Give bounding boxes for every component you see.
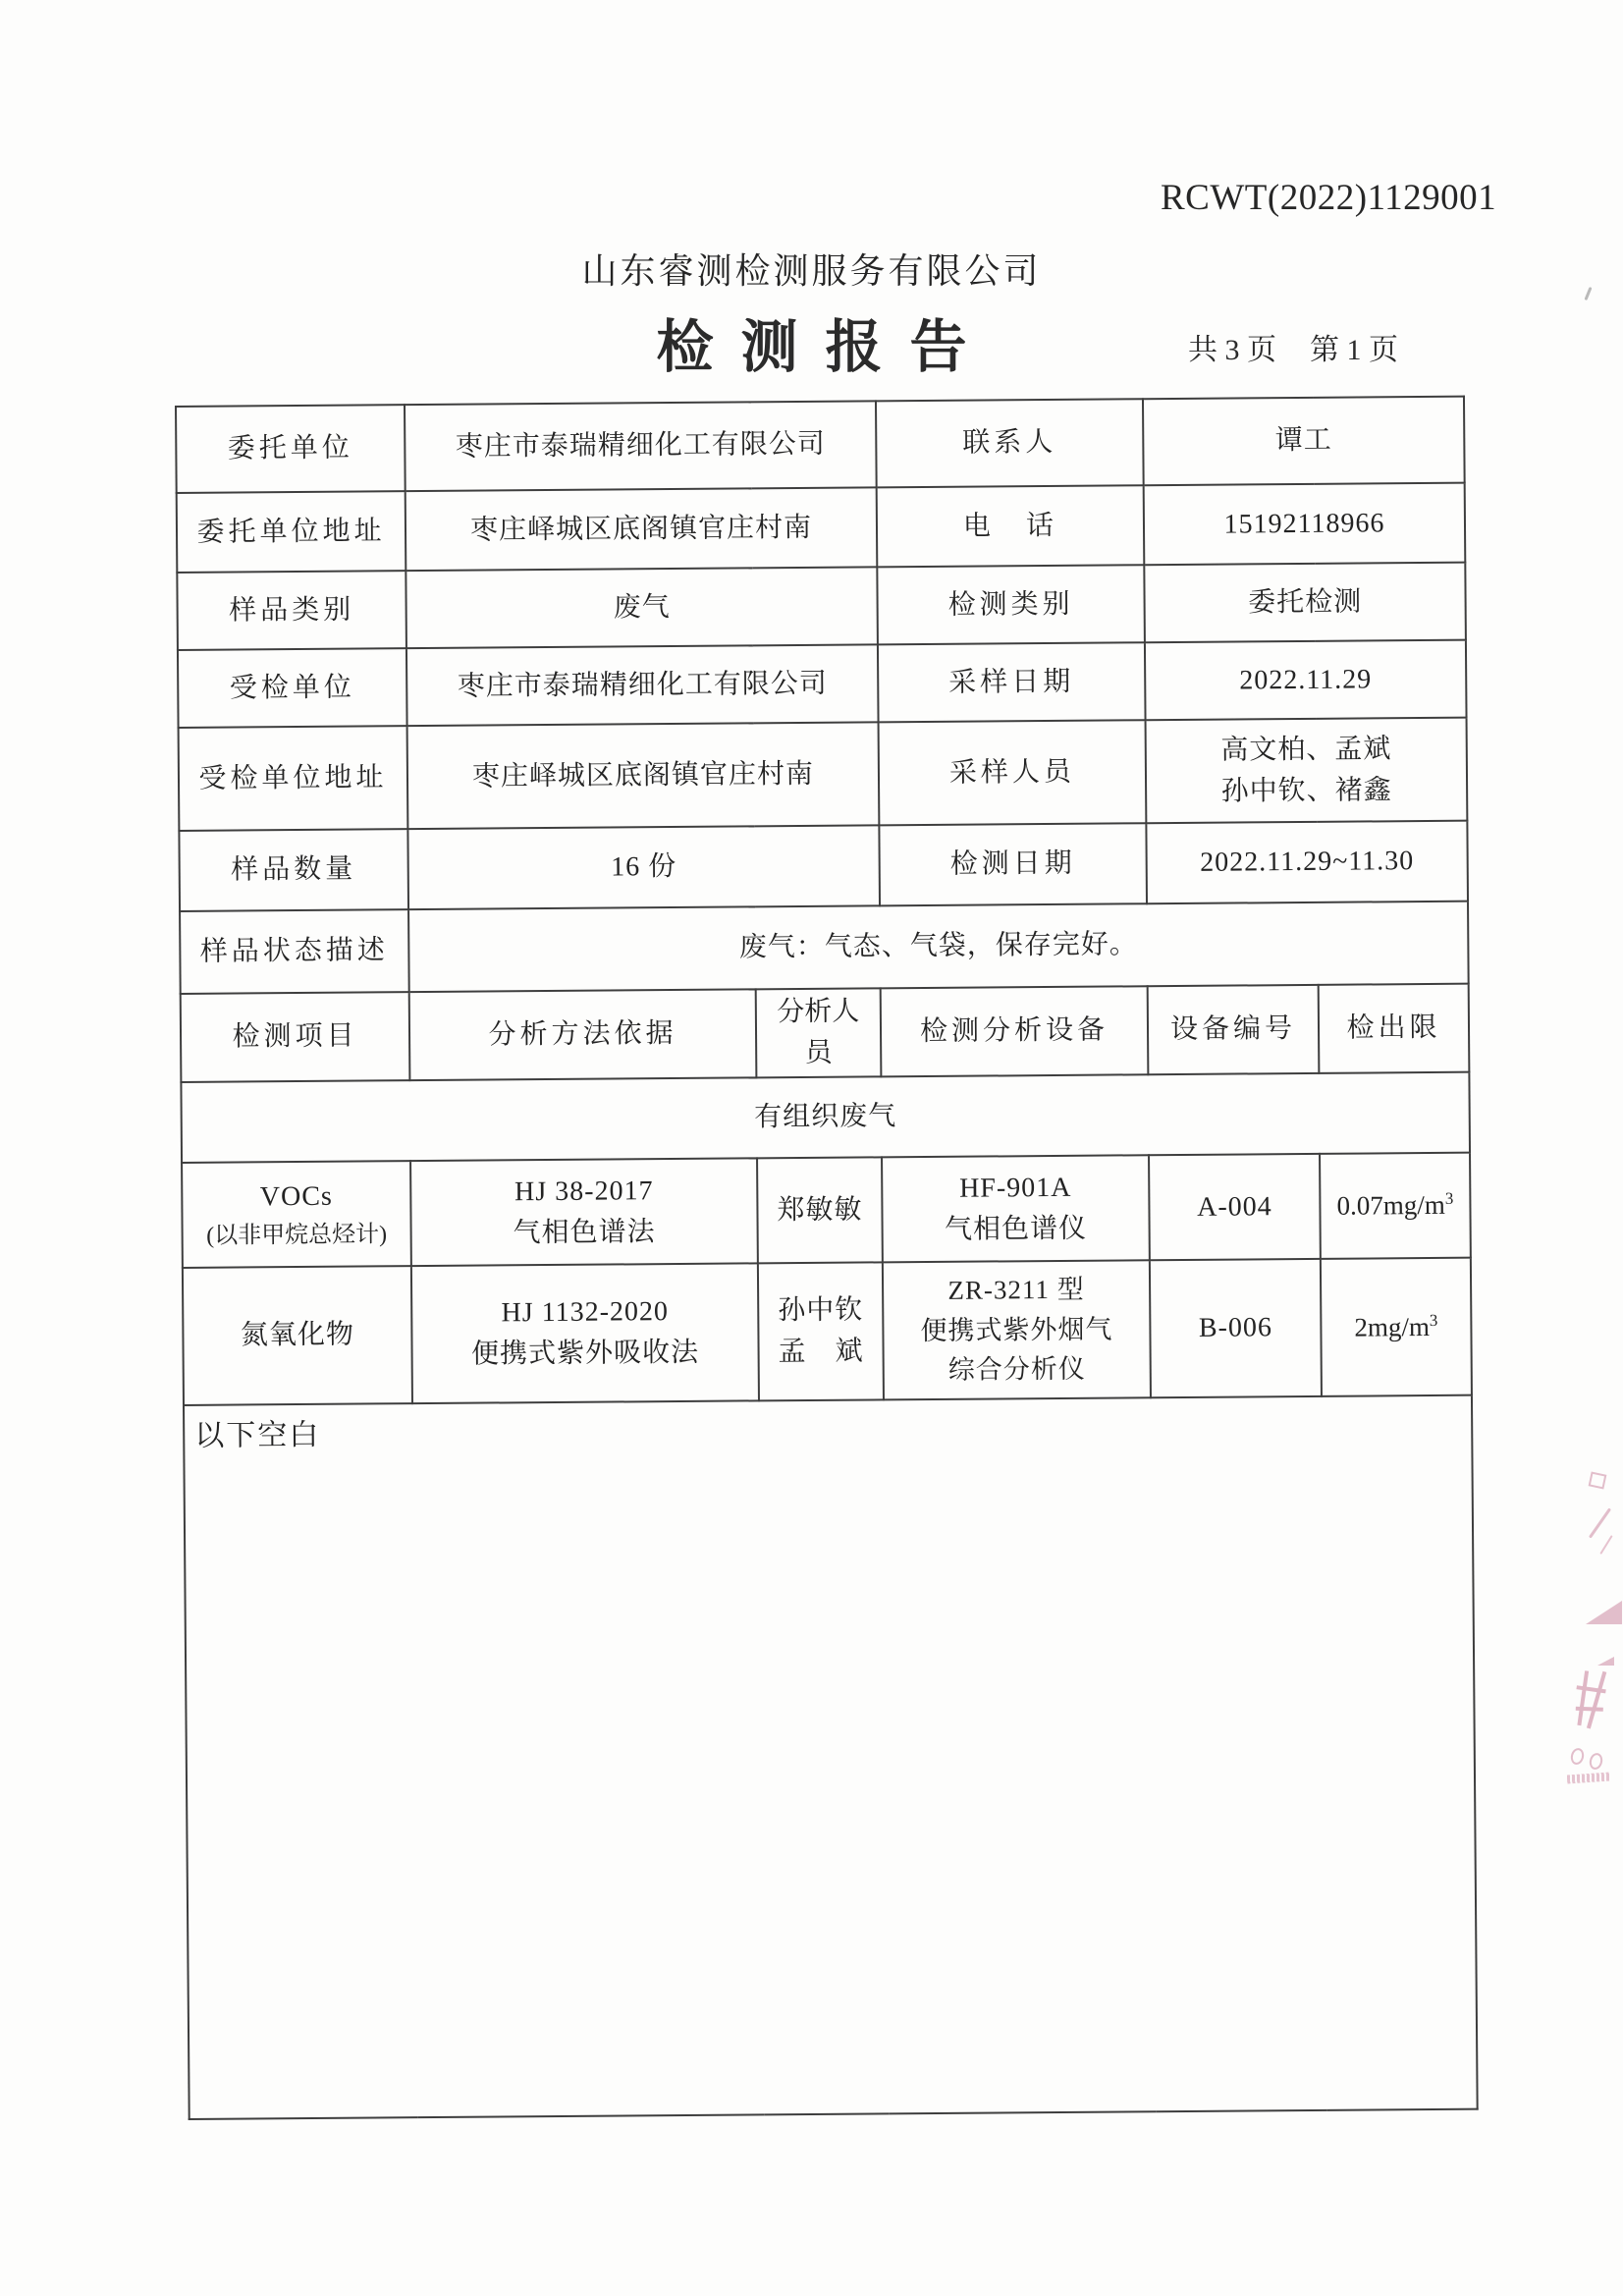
cell-value: 枣庄峄城区底阁镇官庄村南 bbox=[407, 722, 880, 829]
cell-label: 受检单位地址 bbox=[179, 726, 408, 831]
col-header-equipment-no: 设备编号 bbox=[1148, 985, 1320, 1074]
equipment-no-cell: B-006 bbox=[1150, 1259, 1322, 1397]
analysis-row-vocs bbox=[182, 1153, 1471, 1268]
blank-below-note: 以下空白 bbox=[184, 1395, 1478, 2119]
cell-label: 受检单位 bbox=[178, 648, 407, 728]
equipment-model: HF-901A bbox=[959, 1172, 1072, 1204]
cell-label: 联系人 bbox=[876, 399, 1144, 487]
detection-limit-cell bbox=[1321, 1258, 1472, 1396]
cell-label: 检测日期 bbox=[879, 823, 1147, 905]
item-cell: 氮氧化物 bbox=[183, 1266, 412, 1405]
col-header-method: 分析方法依据 bbox=[409, 989, 757, 1080]
equipment-no-cell: A-004 bbox=[1149, 1154, 1321, 1260]
detection-limit-cell bbox=[1320, 1153, 1471, 1259]
sampler-names-line1: 高文柏、孟斌 bbox=[1220, 733, 1392, 766]
info-row-sample-count bbox=[179, 821, 1468, 911]
stamp-fragment-triangle bbox=[1586, 1601, 1622, 1624]
analyst-cell: 郑敏敏 bbox=[757, 1157, 883, 1263]
method-standard: HJ 38-2017 bbox=[514, 1175, 654, 1207]
cell-value: 枣庄市泰瑞精细化工有限公司 bbox=[405, 401, 877, 491]
blank-row bbox=[184, 1395, 1478, 2119]
cell-label: 采样人员 bbox=[879, 720, 1147, 825]
sample-state-value: 废气：气态、气袋，保存完好。 bbox=[408, 902, 1469, 992]
col-header-item: 检测项目 bbox=[181, 992, 410, 1082]
cell-value: 枣庄市泰瑞精细化工有限公司 bbox=[406, 644, 879, 726]
equipment-cell bbox=[882, 1155, 1150, 1262]
report-number: RCWT(2022)1129001 bbox=[1161, 178, 1497, 218]
analyst-cell bbox=[758, 1262, 884, 1400]
equipment-model: ZR-3211 型 bbox=[947, 1274, 1085, 1306]
item-qualifier: (以非甲烷总烃计) bbox=[206, 1221, 388, 1249]
cell-value: 15192118966 bbox=[1144, 483, 1466, 566]
equipment-cell bbox=[883, 1260, 1151, 1399]
page-total: 共 3 页 bbox=[1188, 334, 1276, 366]
method-cell bbox=[410, 1158, 758, 1266]
method-cell bbox=[411, 1263, 759, 1403]
analyst-name-line1: 孙中钦 bbox=[778, 1294, 864, 1327]
sample-state-row bbox=[180, 902, 1469, 994]
page-current: 第 1 页 bbox=[1310, 334, 1398, 366]
cell-label: 采样日期 bbox=[878, 642, 1146, 722]
cell-value: 枣庄峄城区底阁镇官庄村南 bbox=[406, 487, 878, 571]
col-header-limit: 检出限 bbox=[1319, 984, 1470, 1073]
info-row-client-address bbox=[177, 483, 1466, 573]
stamp-fragment-digit bbox=[1588, 1752, 1604, 1772]
page-info bbox=[1188, 325, 1398, 368]
report-table bbox=[175, 396, 1479, 2120]
stamp-fragment-glyph bbox=[1569, 1667, 1622, 1734]
info-row-sample-type bbox=[177, 563, 1466, 650]
cell-value: 委托检测 bbox=[1144, 563, 1466, 643]
cell-value: 废气 bbox=[406, 567, 878, 648]
method-name: 气相色谱法 bbox=[513, 1216, 656, 1248]
col-header-person: 分析人员 bbox=[756, 988, 882, 1077]
analysis-row-nox bbox=[183, 1258, 1472, 1405]
cell-value: 16 份 bbox=[407, 825, 880, 909]
cell-label: 样品状态描述 bbox=[180, 909, 409, 994]
stamp-fragment-digit bbox=[1569, 1747, 1586, 1767]
stamp-fragment-triangle bbox=[1597, 1657, 1614, 1666]
col-header-equipment: 检测分析设备 bbox=[881, 986, 1149, 1076]
info-row-inspected-unit bbox=[178, 640, 1467, 728]
item-cell bbox=[182, 1161, 411, 1268]
info-row-inspected-address bbox=[179, 718, 1468, 831]
stamp-fragment-square bbox=[1589, 1472, 1607, 1490]
cell-label: 检测类别 bbox=[877, 565, 1145, 644]
method-name: 便携式紫外吸收法 bbox=[470, 1337, 700, 1370]
cell-label: 样品数量 bbox=[179, 829, 408, 911]
limit-exponent: 3 bbox=[1429, 1310, 1438, 1330]
info-row-client bbox=[176, 397, 1465, 493]
analyst-name-line2: 孟 斌 bbox=[778, 1336, 864, 1368]
cell-value-samplers bbox=[1146, 718, 1468, 824]
analysis-header-row bbox=[181, 984, 1470, 1082]
cell-label: 电 话 bbox=[877, 485, 1145, 567]
section-title-row bbox=[181, 1072, 1470, 1163]
equipment-name-line1: 便携式紫外烟气 bbox=[920, 1314, 1113, 1345]
report-title: 检测报告 bbox=[656, 315, 995, 379]
section-title: 有组织废气 bbox=[181, 1072, 1470, 1163]
cell-value: 2022.11.29~11.30 bbox=[1146, 821, 1468, 904]
cell-label: 委托单位地址 bbox=[177, 491, 406, 573]
item-name: VOCs bbox=[259, 1180, 333, 1212]
limit-exponent: 3 bbox=[1444, 1189, 1454, 1209]
equipment-name-line2: 综合分析仪 bbox=[947, 1353, 1086, 1386]
stamp-fragment-slash bbox=[1589, 1507, 1611, 1538]
stamp-fragment-text-strip bbox=[1567, 1772, 1611, 1783]
cell-value: 2022.11.29 bbox=[1145, 640, 1467, 721]
limit-value: 0.07mg/m bbox=[1336, 1190, 1445, 1221]
cell-label: 委托单位 bbox=[176, 405, 406, 493]
sampler-names-line2: 孙中钦、褚鑫 bbox=[1220, 774, 1392, 807]
company-name: 山东睿测检测服务有限公司 bbox=[581, 251, 1042, 291]
method-standard: HJ 1132-2020 bbox=[501, 1296, 670, 1329]
cell-label: 样品类别 bbox=[177, 571, 406, 650]
stamp-fragment-slash bbox=[1599, 1535, 1612, 1555]
equipment-name: 气相色谱仪 bbox=[944, 1213, 1088, 1245]
limit-value: 2mg/m bbox=[1354, 1311, 1431, 1342]
cell-value: 谭工 bbox=[1143, 397, 1465, 486]
